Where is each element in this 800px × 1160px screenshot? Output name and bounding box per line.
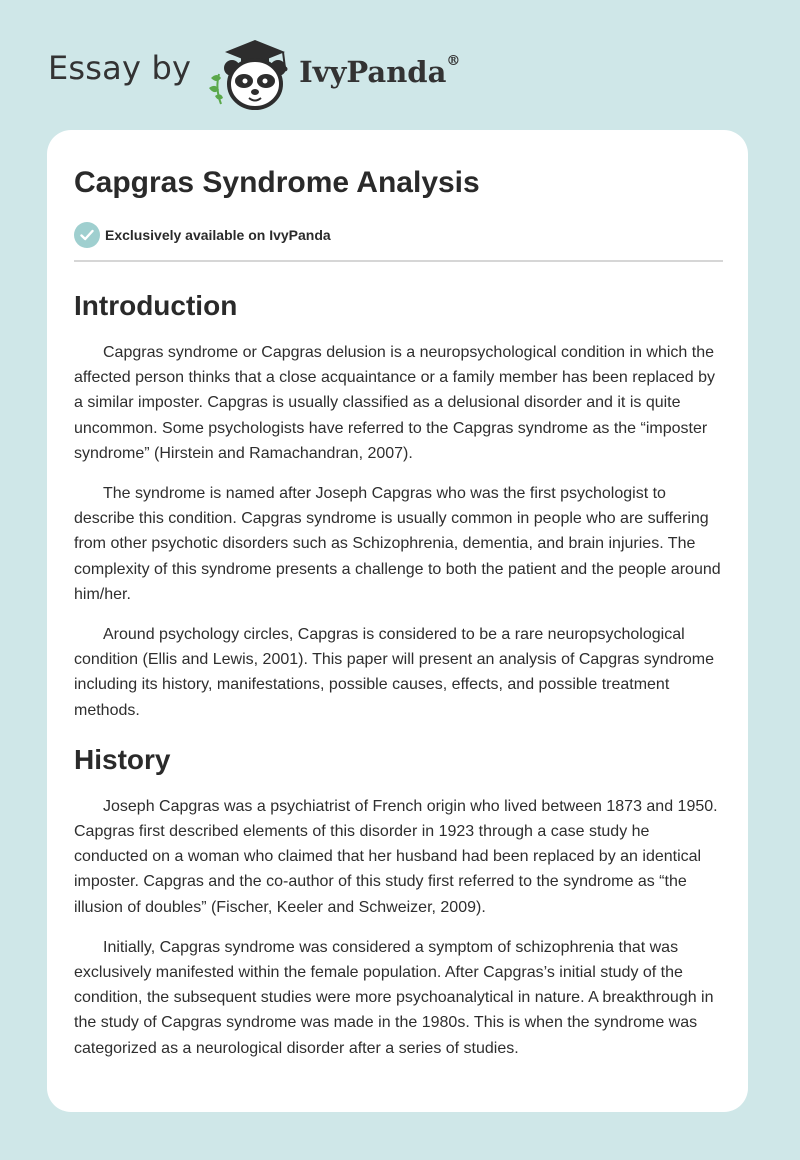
essay-card (47, 130, 748, 1112)
site-header (48, 34, 460, 114)
trademark-symbol: ® (446, 53, 461, 69)
divider (74, 260, 723, 262)
panda-logo-icon[interactable] (205, 34, 297, 114)
brand-name[interactable]: IvyPanda® (299, 53, 461, 89)
section-heading-history: History (74, 743, 171, 775)
check-circle-icon (74, 222, 100, 248)
essay-body (74, 284, 723, 1076)
badge-text: Exclusively available on IvyPanda (105, 227, 331, 243)
page-title: Capgras Syndrome Analysis (74, 166, 480, 199)
paragraph: Joseph Capgras was a psychiatrist of French origin who lived between 1873 and 1950. Capgras first described elements of this disorder in 1923 through a case study he conducted on a woman who claimed that her husband had been replaced by an identical imposter. Capgras and the co-author of this study first referred to the syndrome as “the illusion of doubles” (Fischer, Keeler and Schweizer, 2009). (74, 797, 718, 916)
exclusive-badge (74, 222, 331, 248)
paragraph: The syndrome is named after Joseph Capgras who was the first psychologist to describe this condition. Capgras syndrome is usually common in people who are suffering from other psychotic disorders such as Schizophrenia, dementia, and brain injuries. The complexity of this syndrome presents a challenge to both the patient and the people around him/her. (74, 485, 721, 603)
paragraph: Capgras syndrome or Capgras delusion is a neuropsychological condition in which the affected person thinks that a close acquaintance or a family member has been replaced by a similar imposter. Capgras is usually classified as a delusional disorder and it is quite uncommon. Some psychologists have referred to the Capgras syndrome as the “imposter syndrome” (Hirstein and Ramachandran, 2007). (74, 344, 715, 462)
paragraph: Around psychology circles, Capgras is considered to be a rare neuropsychological condition (Ellis and Lewis, 2001). This paper will present an analysis of Capgras syndrome including its history, manifestations, possible causes, effects, and possible treatment methods. (74, 626, 715, 719)
paragraph: Initially, Capgras syndrome was considered a symptom of schizophrenia that was exclusively manifested within the female population. After Capgras’s initial study of the condition, the subsequent studies were more psychoanalytical in nature. A breakthrough in the study of Capgras syndrome was made in the 1980s. This is when the syndrome was categorized as a neurological disorder after a series of studies. (74, 938, 714, 1057)
essay-by-label: Essay by (48, 49, 192, 87)
section-heading-introduction: Introduction (74, 290, 238, 321)
